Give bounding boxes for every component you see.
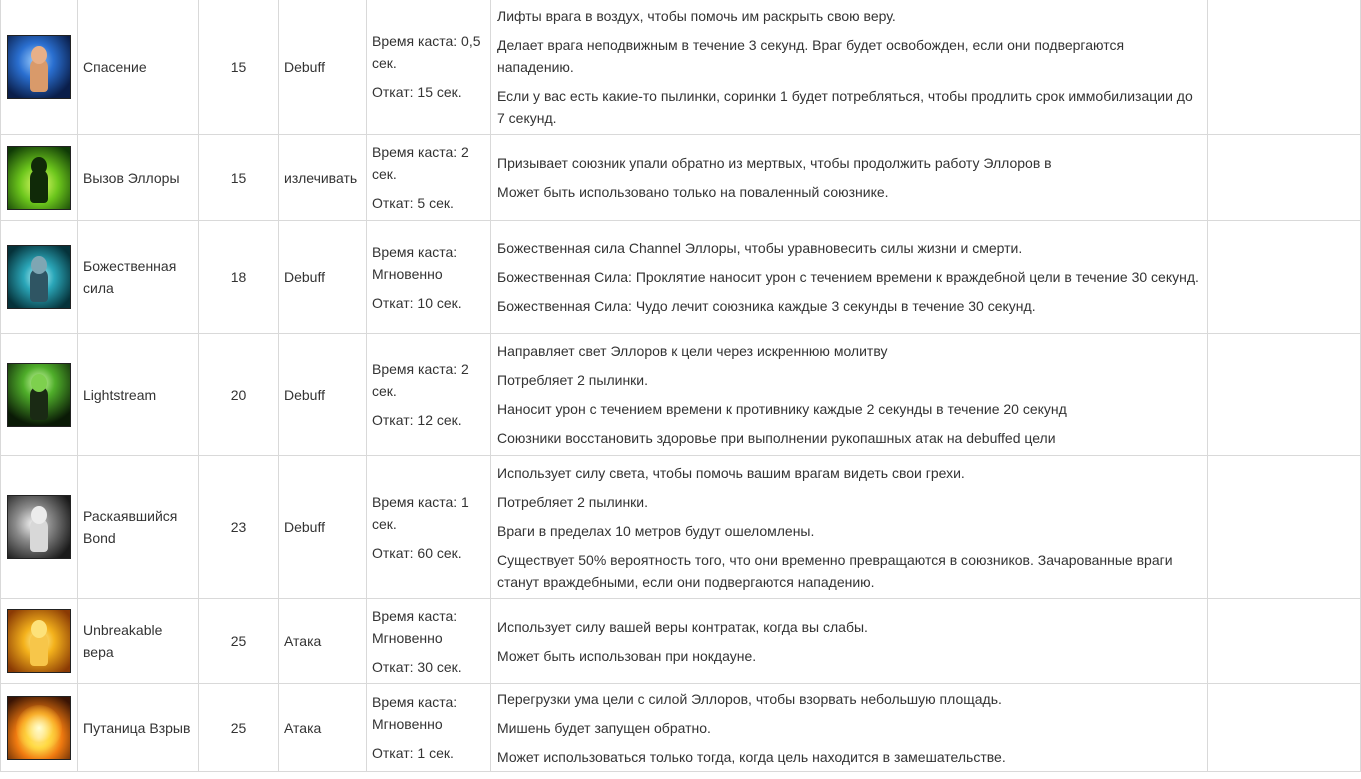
description-line: Может использоваться только тогда, когда цель находится в замешательстве. (497, 748, 1006, 765)
golden-radiance-figure-icon (7, 609, 71, 673)
skill-description (491, 135, 1208, 221)
bald-monk-portrait-icon (7, 35, 71, 99)
description-line: Лифты врага в воздух, чтобы помочь им раскрыть свою веру. (497, 7, 896, 24)
empty-cell (1208, 599, 1361, 684)
description-line: Если у вас есть какие-то пылинки, соринки 1 будет потребляться, чтобы продлить срок иммобилизации до 7 секунд. (497, 87, 1193, 126)
skill-icon-cell (1, 221, 78, 334)
skill-type: Атака (279, 684, 367, 772)
description-line: Может быть использован при нокдауне. (497, 647, 757, 664)
skill-timing (367, 135, 491, 221)
description-line: Наносит урон с течением времени к противнику каждые 2 секунды в течение 20 секунд (497, 401, 1067, 417)
skill-description (491, 456, 1208, 599)
skill-timing (367, 221, 491, 334)
skill-description (491, 221, 1208, 334)
description-line: Мишень будет запущен обратно. (497, 719, 711, 736)
cyan-spirit-face-icon (7, 245, 71, 309)
skill-icon-cell (1, 684, 78, 772)
fire-explosion-icon (7, 696, 71, 760)
skill-icon-cell (1, 135, 78, 221)
skill-level: 25 (199, 599, 279, 684)
description-line: Потребляет 2 пылинки. (497, 493, 649, 510)
skill-type: Debuff (279, 0, 367, 135)
description-line: Призывает союзник упали обратно из мертвых, чтобы продолжить работу Эллоров в (497, 155, 1052, 171)
empty-cell (1208, 221, 1361, 334)
description-line: Потребляет 2 пылинки. (497, 372, 649, 388)
skill-description (491, 684, 1208, 772)
skill-timing (367, 334, 491, 456)
skill-name: Вызов Эллоры (78, 135, 199, 221)
table-row (1, 221, 1361, 334)
table-row (1, 334, 1361, 456)
description-line: Направляет свет Эллоров к цели через искреннюю молитву (497, 343, 888, 359)
table-row (1, 599, 1361, 684)
skill-name: Lightstream (78, 334, 199, 456)
table-row (1, 0, 1361, 135)
skill-type: Debuff (279, 334, 367, 456)
description-line: Союзники восстановить здоровье при выполнении рукопашных атак на debuffed цели (497, 430, 1056, 446)
description-line: Перегрузки ума цели с силой Эллоров, чтобы взорвать небольшую площадь. (497, 690, 1002, 707)
green-glow-figure-icon (7, 146, 71, 210)
skill-timing (367, 456, 491, 599)
cast-time: Время каста: 0,5 сек. (372, 33, 481, 71)
skill-level: 23 (199, 456, 279, 599)
skill-timing (367, 599, 491, 684)
skill-type: Debuff (279, 221, 367, 334)
skill-name: Раскаявшийся Bond (78, 456, 199, 599)
skill-timing (367, 0, 491, 135)
cast-time: Время каста: Мгновенно (372, 607, 458, 646)
skill-description (491, 0, 1208, 135)
skill-description (491, 599, 1208, 684)
skill-level: 15 (199, 0, 279, 135)
skill-level: 15 (199, 135, 279, 221)
cooldown: Откат: 30 сек. (372, 658, 462, 675)
description-line: Враги в пределах 10 метров будут ошеломлены. (497, 522, 815, 539)
cast-time: Время каста: 2 сек. (372, 144, 469, 182)
description-line: Божественная Сила: Чудо лечит союзника каждые 3 секунды в течение 30 секунд. (497, 298, 1036, 314)
description-line: Использует силу света, чтобы помочь вашим врагам видеть свои грехи. (497, 464, 965, 481)
skill-icon-cell (1, 334, 78, 456)
table-row (1, 684, 1361, 772)
skill-level: 25 (199, 684, 279, 772)
cast-time: Время каста: Мгновенно (372, 243, 458, 282)
skill-icon-cell (1, 456, 78, 599)
description-line: Может быть использовано только на поваленный союзнике. (497, 184, 889, 200)
cooldown: Откат: 10 сек. (372, 294, 462, 311)
cooldown: Откат: 1 сек. (372, 745, 454, 761)
cooldown: Откат: 15 сек. (372, 84, 462, 100)
description-line: Использует силу вашей веры контратак, когда вы слабы. (497, 618, 868, 635)
empty-cell (1208, 334, 1361, 456)
skill-type: Debuff (279, 456, 367, 599)
description-line: Божественная Сила: Проклятие наносит урон с течением времени к враждебной цели в течение 30 секунд. (497, 269, 1199, 285)
description-line: Делает врага неподвижным в течение 3 секунд. Враг будет освобожден, если они подвергаются нападению. (497, 36, 1125, 75)
empty-cell (1208, 135, 1361, 221)
table-row (1, 456, 1361, 599)
smoky-ghost-figure-icon (7, 495, 71, 559)
cooldown: Откат: 60 сек. (372, 544, 462, 561)
description-line: Божественная сила Channel Эллоры, чтобы уравновесить силы жизни и смерти. (497, 240, 1023, 256)
empty-cell (1208, 0, 1361, 135)
skill-icon-cell (1, 599, 78, 684)
skill-level: 20 (199, 334, 279, 456)
skill-timing (367, 684, 491, 772)
table-row (1, 135, 1361, 221)
skill-name: Божественная сила (78, 221, 199, 334)
skill-name: Путаница Взрыв (78, 684, 199, 772)
skill-icon-cell (1, 0, 78, 135)
skill-type: излечивать (279, 135, 367, 221)
skill-level: 18 (199, 221, 279, 334)
green-light-face-icon (7, 363, 71, 427)
cast-time: Время каста: Мгновенно (372, 694, 458, 732)
skill-name: Unbreakable вера (78, 599, 199, 684)
empty-cell (1208, 456, 1361, 599)
cooldown: Откат: 5 сек. (372, 195, 454, 211)
cooldown: Откат: 12 сек. (372, 412, 462, 428)
empty-cell (1208, 684, 1361, 772)
description-line: Существует 50% вероятность того, что они временно превращаются в союзников. Зачарованные враги станут враждебными, если они подвергаются нападению. (497, 551, 1173, 590)
skill-type: Атака (279, 599, 367, 684)
skill-description (491, 334, 1208, 456)
cast-time: Время каста: 1 сек. (372, 493, 469, 532)
cast-time: Время каста: 2 сек. (372, 361, 469, 399)
skill-name: Спасение (78, 0, 199, 135)
